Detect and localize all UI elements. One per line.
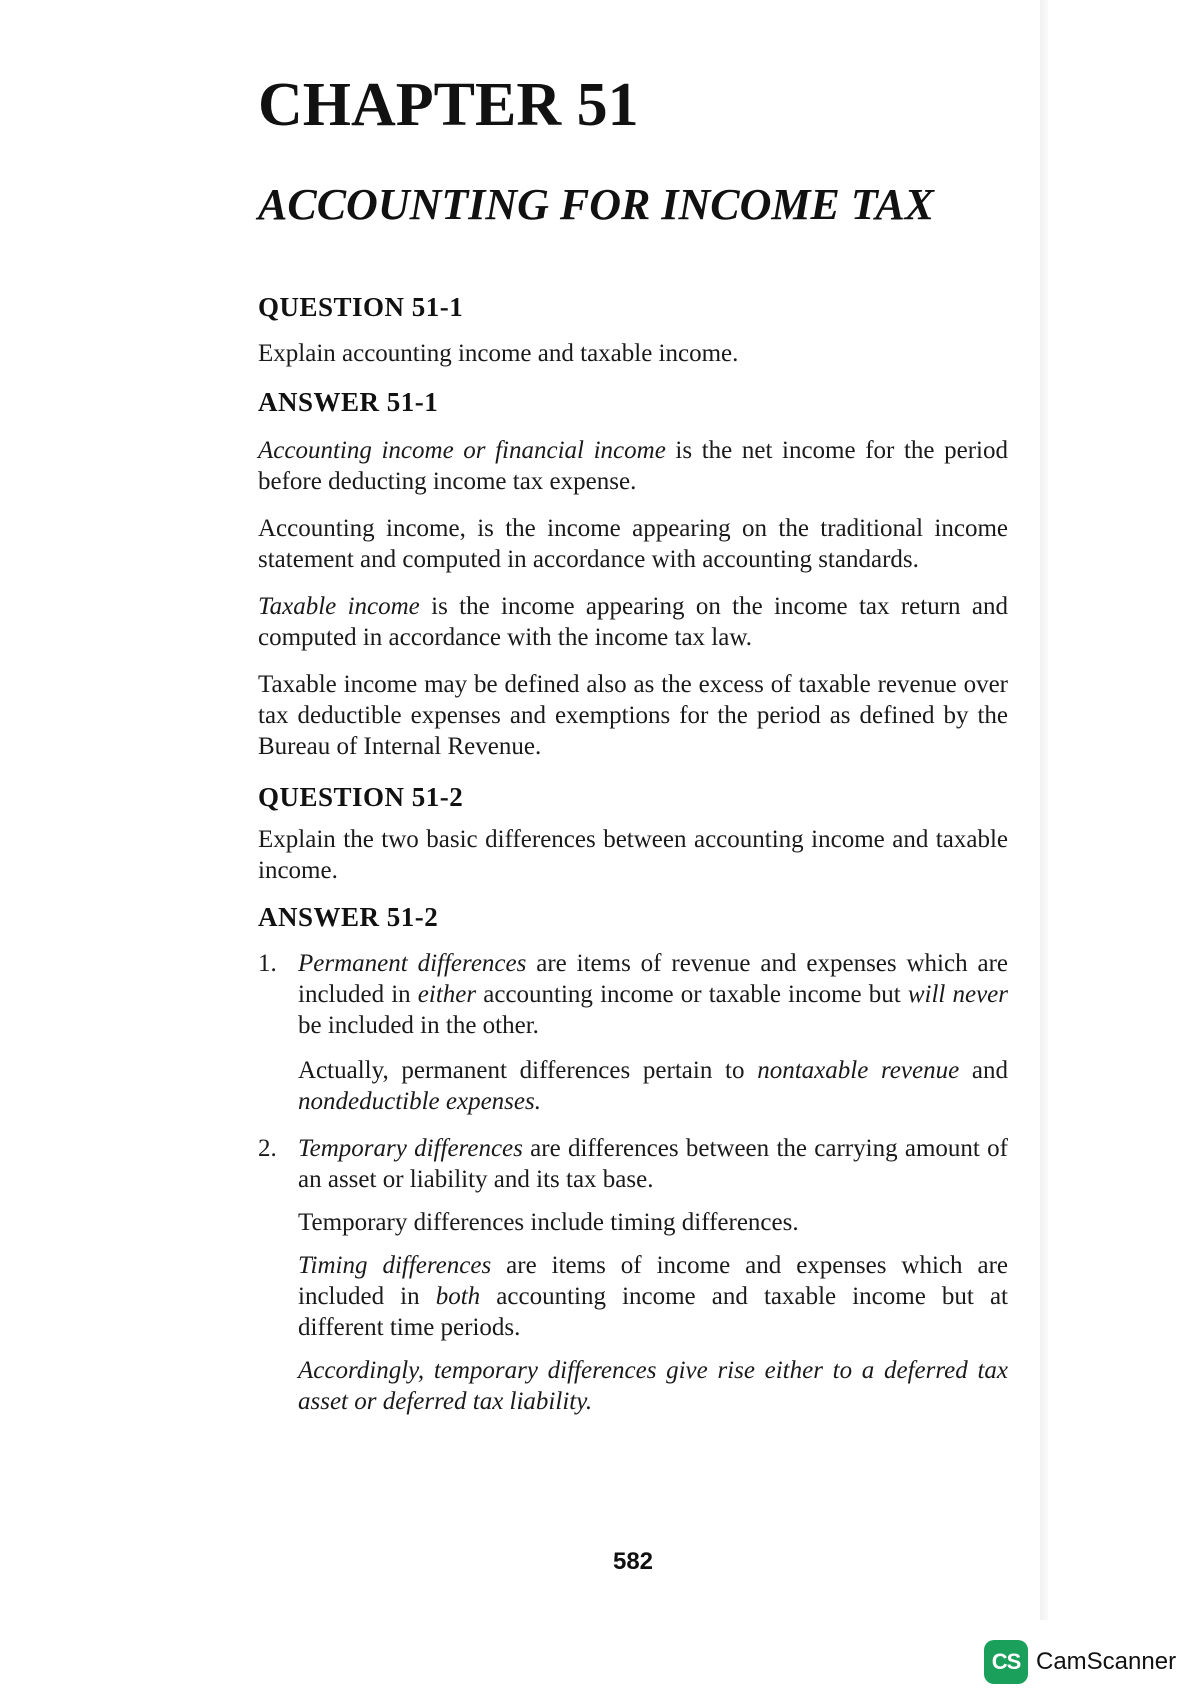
list-number: 1. bbox=[258, 950, 277, 977]
list-item-permanent-differences bbox=[258, 948, 1008, 1117]
camscanner-watermark bbox=[984, 1640, 1176, 1684]
answer-51-1-paragraph-4: Taxable income may be defined also as the excess of taxable revenue over tax deductible expenses and exemptions for the period as defined by the Bureau of Internal Revenue. bbox=[258, 671, 1008, 760]
question-51-2-text: Explain the two basic differences between accounting income and taxable income. bbox=[258, 826, 1008, 884]
text-run: and bbox=[959, 1057, 1008, 1084]
answer-51-2-heading: ANSWER 51-2 bbox=[258, 902, 439, 932]
text-run: is the income appearing on the income tax return and computed in accordance with the income tax law. bbox=[258, 593, 1008, 651]
permanent-differences-definition bbox=[298, 948, 1008, 1041]
term-nontaxable-revenue: nontaxable revenue bbox=[757, 1057, 960, 1084]
chapter-title: CHAPTER 51 bbox=[258, 71, 639, 139]
term-timing-differences: Timing differences bbox=[298, 1252, 492, 1279]
temporary-differences-definition bbox=[298, 1133, 1008, 1195]
temporary-differences-note: Temporary differences include timing differences. bbox=[298, 1209, 799, 1236]
answer-51-1-paragraph-2: Accounting income, is the income appearing on the traditional income statement and computed in accordance with accounting standards. bbox=[258, 515, 1008, 573]
term-nondeductible-expenses: nondeductible expenses. bbox=[298, 1088, 541, 1115]
page-content bbox=[258, 70, 1009, 1575]
scan-edge bbox=[1040, 0, 1048, 1620]
text-run: accounting income or taxable income but bbox=[476, 981, 908, 1008]
text-run: are differences between the carrying amount of an asset or liability and its tax base. bbox=[298, 1135, 1008, 1193]
permanent-differences-note bbox=[298, 1055, 1008, 1117]
term-taxable-income: Taxable income bbox=[258, 593, 420, 620]
list-item-temporary-differences bbox=[258, 1133, 1008, 1417]
question-51-1-heading: QUESTION 51-1 bbox=[258, 292, 464, 322]
term-accounting-income: Accounting income or financial income bbox=[258, 437, 666, 464]
camscanner-name: CamScanner bbox=[1036, 1648, 1177, 1675]
question-51-1-text: Explain accounting income and taxable income. bbox=[258, 340, 739, 367]
text-run: are items of income and expenses which are included in bbox=[298, 1252, 1008, 1310]
question-51-2-heading: QUESTION 51-2 bbox=[258, 782, 464, 812]
emphasis-will-never: will never bbox=[907, 981, 1009, 1008]
answer-51-1-paragraph-3 bbox=[258, 591, 1008, 653]
list-number: 2. bbox=[258, 1135, 277, 1162]
text-run: accounting income and taxable income but at different time periods. bbox=[298, 1283, 1008, 1341]
term-temporary-differences: Temporary differences bbox=[298, 1135, 523, 1162]
text-run: are items of revenue and expenses which are included in bbox=[298, 950, 1009, 1008]
answer-51-1-heading: ANSWER 51-1 bbox=[258, 387, 439, 417]
emphasis-either: either bbox=[417, 981, 477, 1008]
text-run: is the net income for the period before deducting income tax expense. bbox=[258, 437, 1009, 495]
camscanner-logo-icon: CS bbox=[984, 1640, 1028, 1684]
text-run: be included in the other. bbox=[298, 1012, 539, 1039]
page-number: 582 bbox=[612, 1548, 654, 1575]
emphasis-both: both bbox=[435, 1283, 481, 1310]
temporary-differences-conclusion: Accordingly, temporary differences give rise either to a deferred tax asset or deferred tax liability. bbox=[298, 1357, 1008, 1415]
answer-51-1-paragraph-1 bbox=[258, 435, 1008, 497]
term-permanent-differences: Permanent differences bbox=[298, 950, 527, 977]
timing-differences-definition bbox=[298, 1250, 1008, 1343]
text-run: Actually, permanent differences pertain to bbox=[298, 1057, 758, 1084]
chapter-subtitle: ACCOUNTING FOR INCOME TAX bbox=[258, 180, 935, 229]
answer-51-2-list bbox=[258, 948, 1008, 1417]
